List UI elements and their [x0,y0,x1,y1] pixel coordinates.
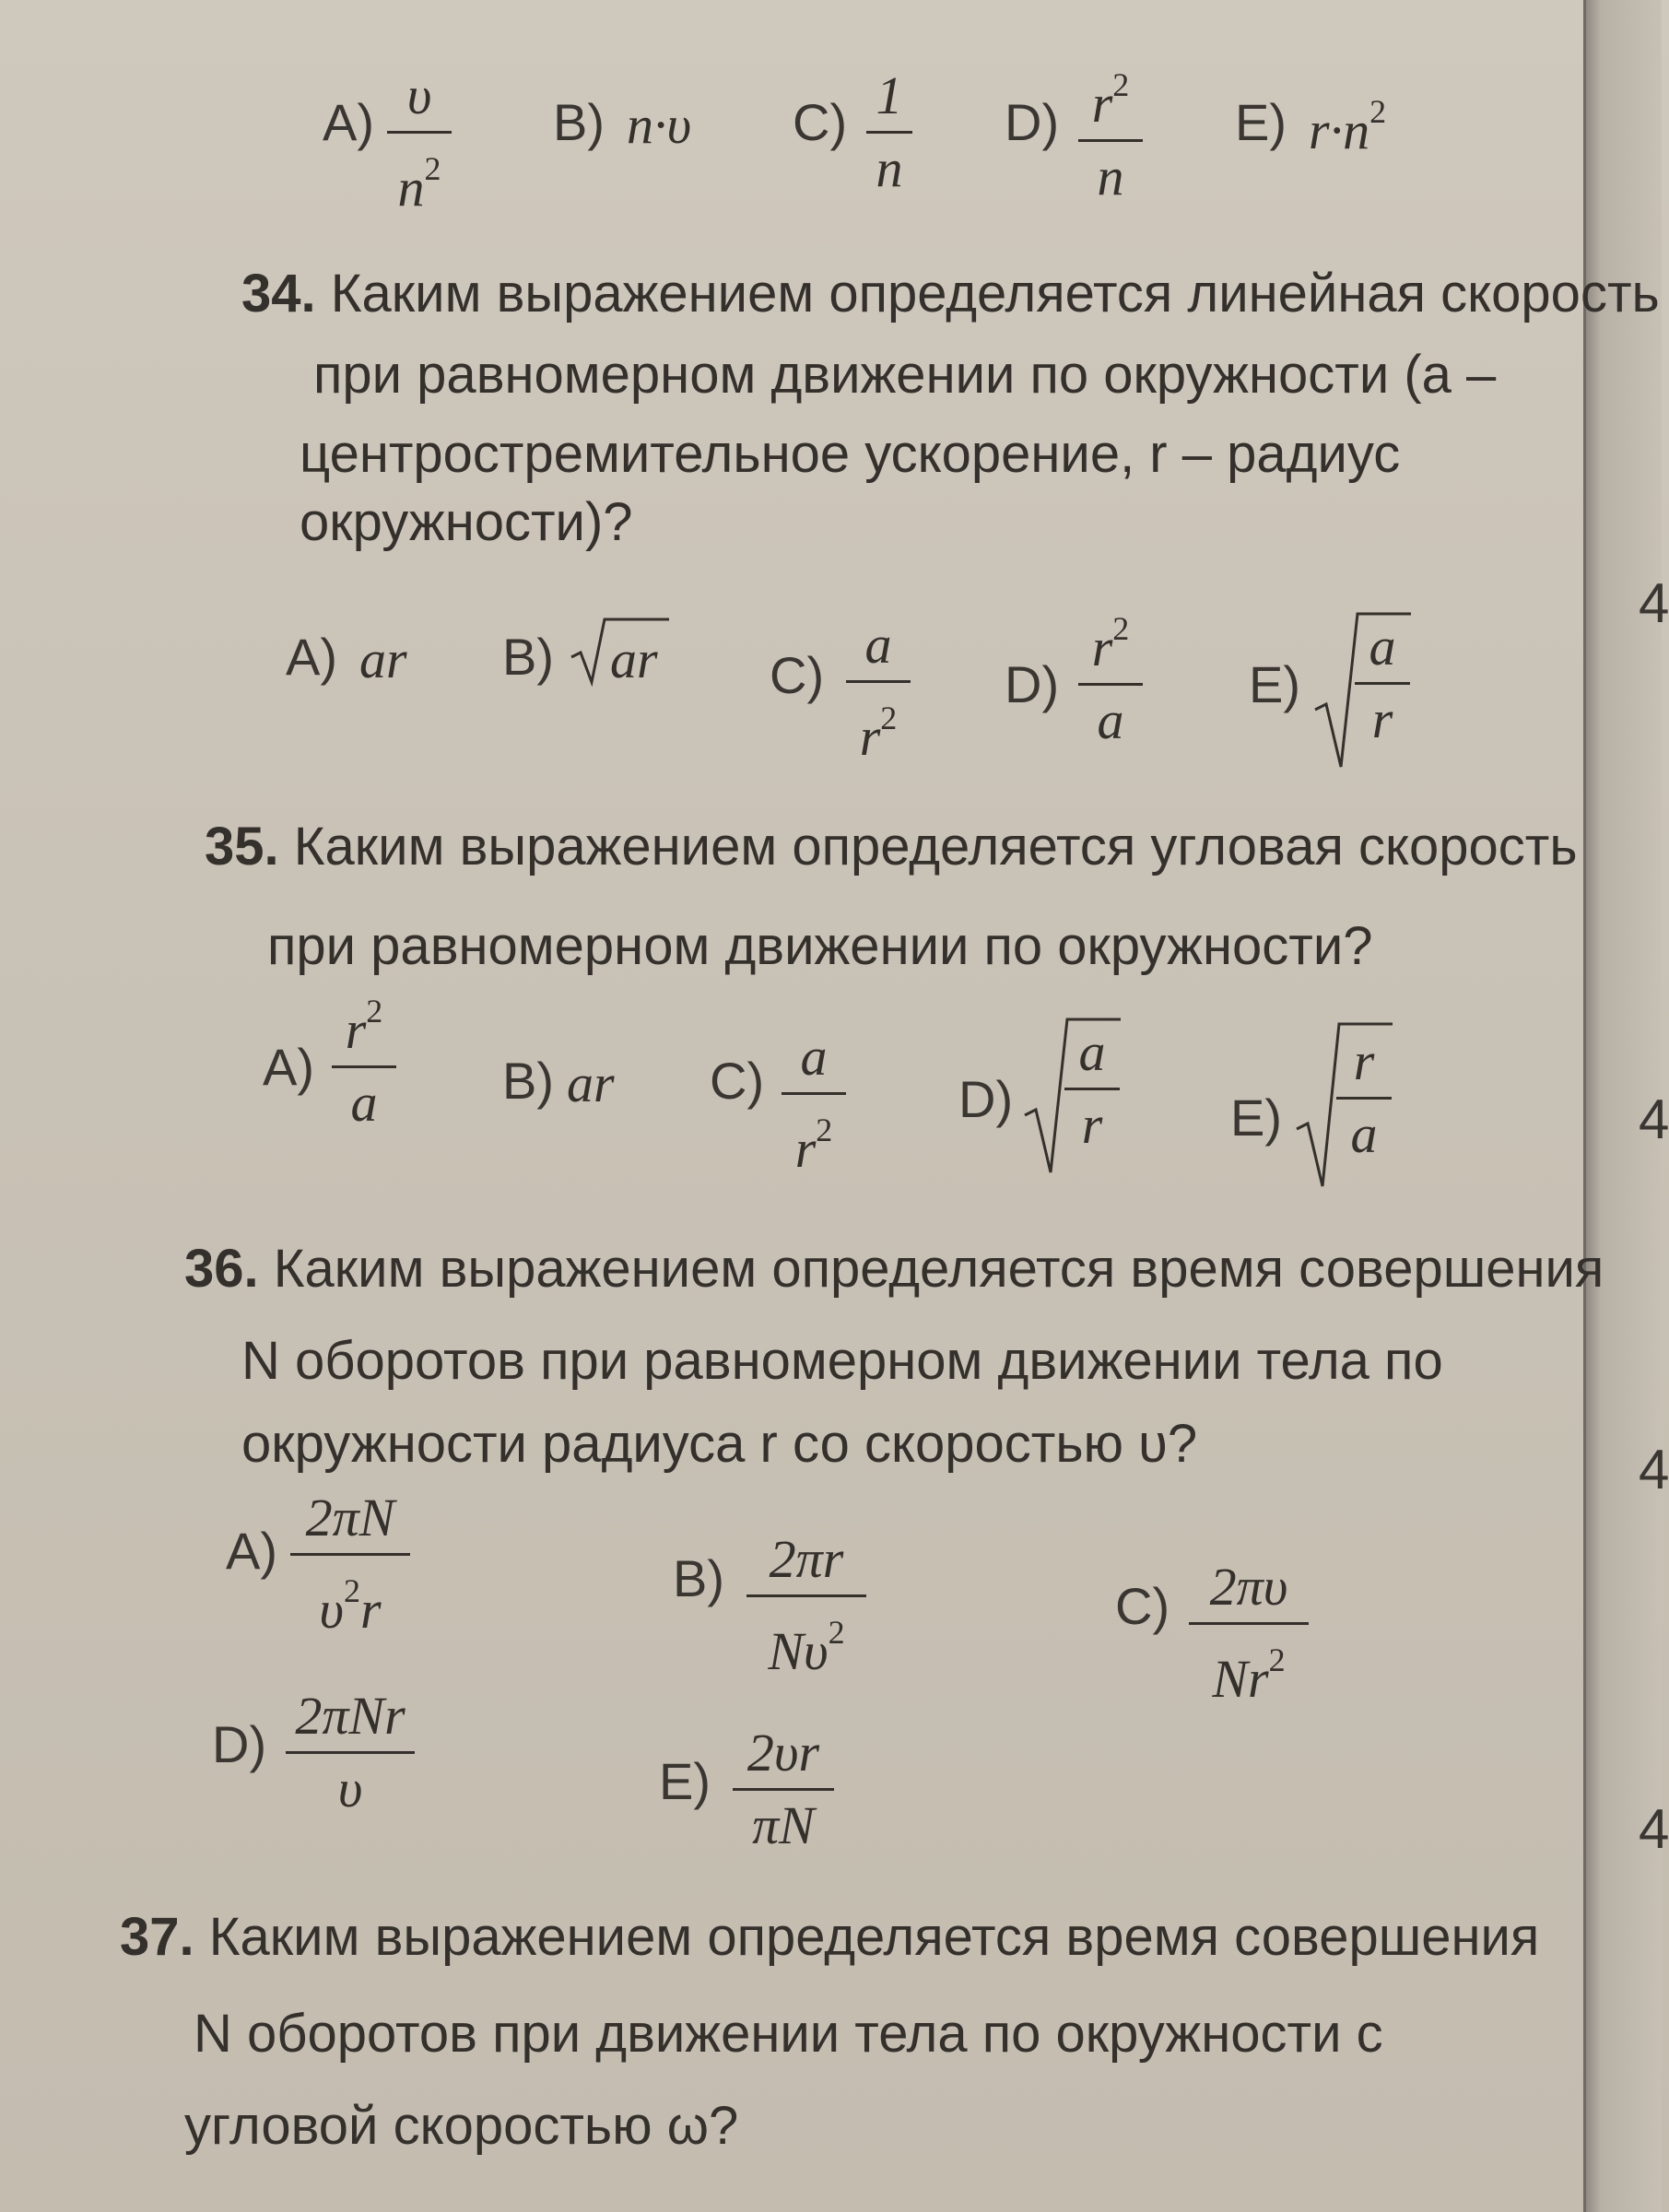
q36-option-e-label: E) [659,1752,711,1810]
edge-digit: 4 [1639,1798,1669,1860]
q35-option-c-label: C) [710,1052,765,1110]
q36-option-b-label: B) [673,1549,724,1607]
q34-option-b-expr: ar [610,629,658,689]
q35-option-a-label: A) [263,1038,314,1096]
q34-option-a-expr: ar [359,629,407,689]
q33-option-d-label: D) [1005,93,1060,151]
q36-number: 36. [184,1239,259,1299]
q35-option-b-expr: ar [567,1053,615,1113]
q35-number: 35. [205,817,279,877]
q34-option-a-label: A) [286,628,337,686]
q36-option-e-fraction: 2υr πN [733,1724,834,1855]
q35-option-d-fraction: a r [1064,1023,1120,1155]
q33-option-d-fraction: $r^2$ n [1078,55,1143,206]
q36-text: 36. Каким выражением определяется время совершения [184,1239,1604,1299]
q36-option-b-fraction: 2πr $N\upsilon^2$ [746,1530,866,1681]
q33-option-e-label: E) [1235,93,1287,151]
q33-option-c-fraction: 1 n [866,66,912,198]
q35-text: 35. Каким выражением определяется угловая скорость [205,817,1578,877]
q34-option-c-fraction: a $r^2$ [846,616,911,767]
q33-option-b-expr: n·υ [627,95,692,155]
q35-line-2: при равномерном движении по окружности? [267,916,1373,976]
q37-text: 37. Каким выражением определяется время совершения [120,1907,1540,1967]
q36-option-d-fraction: 2πNr υ [286,1687,415,1818]
q35-option-b-label: B) [502,1052,554,1110]
q37-number: 37. [120,1907,194,1967]
q34-number: 34. [241,264,316,324]
q37-line-2: N оборотов при движении тела по окружности с [194,2004,1383,2064]
q33-option-b-label: B) [553,93,605,151]
q34-option-c-label: C) [770,646,825,704]
q35-option-d-label: D) [958,1070,1014,1128]
q36-option-c-fraction: 2πυ Nr$^2$ [1189,1558,1309,1709]
q36-line-3: окружности радиуса r со скоростью υ? [241,1414,1198,1474]
q34-option-e-label: E) [1249,655,1300,713]
q36-option-c-label: C) [1115,1577,1170,1635]
q34-line-3: центростремительное ускорение, r – радиус [300,424,1401,484]
edge-digit: 4 [1639,1439,1669,1500]
q34-line-2: при равномерном движении по окружности (a – [313,345,1497,405]
q36-option-a-fraction: 2πN $\upsilon^2r$ [290,1488,410,1640]
q34-line-4: окружности)? [300,492,633,552]
q34-option-e-fraction: a r [1355,618,1410,749]
q33-option-c-label: C) [793,93,848,151]
q34-option-b-label: B) [502,628,554,686]
edge-digit: 4 [1639,1088,1669,1150]
q34-option-d-label: D) [1005,655,1060,713]
q35-option-e-fraction: r a [1336,1032,1392,1164]
q35-option-c-fraction: a $r^2$ [782,1028,846,1179]
q33-option-e-expr: $r\cdot n^2$ [1309,93,1387,160]
q37-line-3: угловой скоростью ω? [184,2096,739,2156]
q35-option-e-label: E) [1230,1088,1282,1147]
q33-option-a-fraction: υ $n^2$ [387,66,452,218]
q34-text: 34. Каким выражением определяется линейная скорость [241,264,1660,324]
q35-option-a-fraction: $r^2$ a [332,982,396,1133]
q36-option-d-label: D) [212,1715,267,1773]
q33-option-a-label: A) [323,93,374,151]
edge-digit: 4 [1639,572,1669,634]
q34-option-d-fraction: $r^2$ a [1078,599,1143,750]
q36-line-2: N оборотов при равномерном движении тела по [241,1331,1443,1391]
q36-option-a-label: A) [226,1522,277,1580]
